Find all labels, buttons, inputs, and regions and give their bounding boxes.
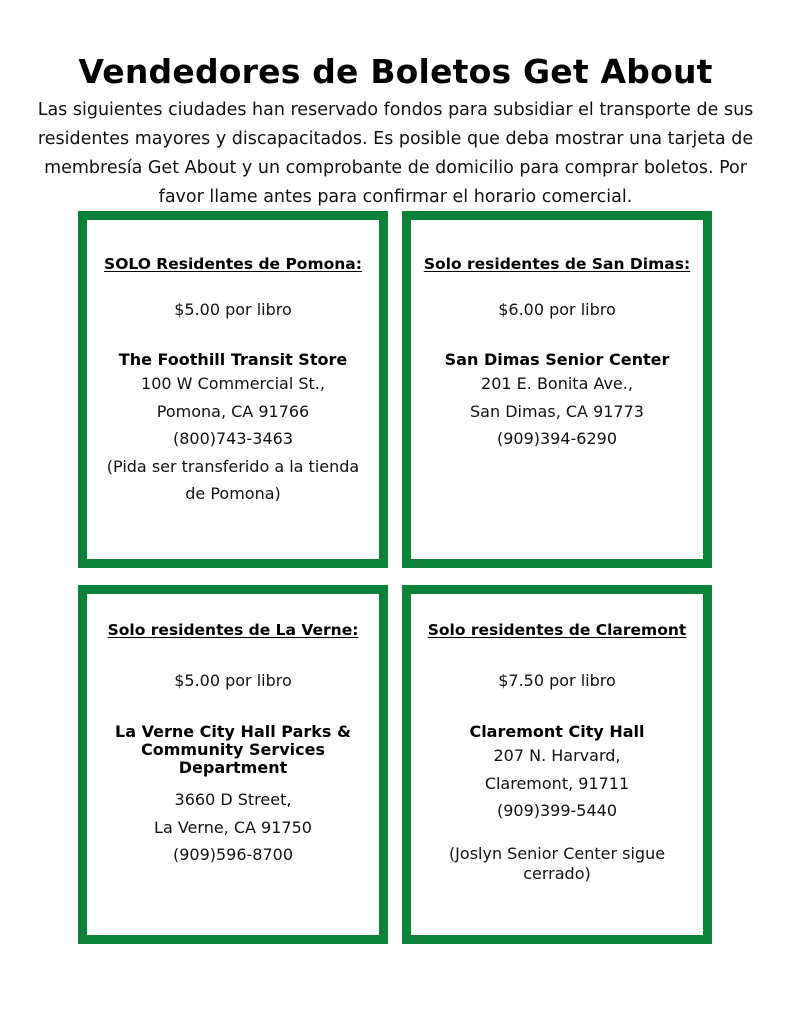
vendor-address-line: San Dimas, CA 91773 xyxy=(470,401,644,421)
vendor-address-line: Claremont, 91711 xyxy=(484,773,630,793)
vendor-phone: (909)596-8700 xyxy=(172,845,294,864)
vendor-instruction-line: (Pida ser transferido a la tienda xyxy=(106,456,360,476)
vendor-venue: San Dimas Senior Center xyxy=(444,350,670,369)
vendor-address xyxy=(93,370,373,508)
vendor-price: $5.00 por libro xyxy=(174,671,292,690)
vendor-address xyxy=(417,370,697,453)
vendor-address-line: 3660 D Street, xyxy=(174,790,292,809)
vendor-note: (Joslyn Senior Center sigue cerrado) xyxy=(448,844,666,883)
vendor-price: $6.00 por libro xyxy=(498,300,616,319)
vendor-address xyxy=(417,742,697,825)
vendor-address-line: La Verne, CA 91750 xyxy=(154,817,312,837)
vendor-heading: Solo residentes de La Verne: xyxy=(107,621,359,639)
vendor-venue: La Verne City Hall Parks & Community Services Department xyxy=(115,722,351,777)
vendor-phone: (909)394-6290 xyxy=(496,429,618,448)
vendor-address xyxy=(93,786,373,869)
vendor-address-line: 100 W Commercial St., xyxy=(141,374,325,393)
vendor-card-la-verne xyxy=(78,585,388,944)
vendor-card-claremont xyxy=(402,585,712,944)
vendor-venue: The Foothill Transit Store xyxy=(118,350,348,369)
vendor-price: $5.00 por libro xyxy=(174,300,292,319)
vendor-address-line: 207 N. Harvard, xyxy=(493,746,621,765)
vendor-address-line: 201 E. Bonita Ave., xyxy=(481,374,633,393)
vendor-phone: (800)743-3463 xyxy=(172,429,294,448)
vendor-venue: Claremont City Hall xyxy=(469,722,645,741)
vendor-address-line: Pomona, CA 91766 xyxy=(156,401,310,421)
vendor-phone: (909)399-5440 xyxy=(496,801,618,820)
intro-paragraph: Las siguientes ciudades han reservado fondos para subsidiar el transporte de sus residentes mayores y discapacitados. Es posible que deba mostrar una tarjeta de membresía Get About y un comprobante de domicilio para comprar boletos. Por favor llame antes para confirmar el horario comercial. xyxy=(37,100,754,207)
vendor-card-san-dimas xyxy=(402,211,712,568)
vendor-heading: Solo residentes de San Dimas: xyxy=(423,255,691,273)
vendor-heading: Solo residentes de Claremont xyxy=(427,621,687,639)
vendor-price: $7.50 por libro xyxy=(498,671,616,690)
vendor-heading: SOLO Residentes de Pomona: xyxy=(104,255,362,273)
page-title: Vendedores de Boletos Get About xyxy=(78,52,713,91)
vendor-card-pomona xyxy=(78,211,388,568)
vendor-instruction-line: de Pomona) xyxy=(185,484,281,503)
